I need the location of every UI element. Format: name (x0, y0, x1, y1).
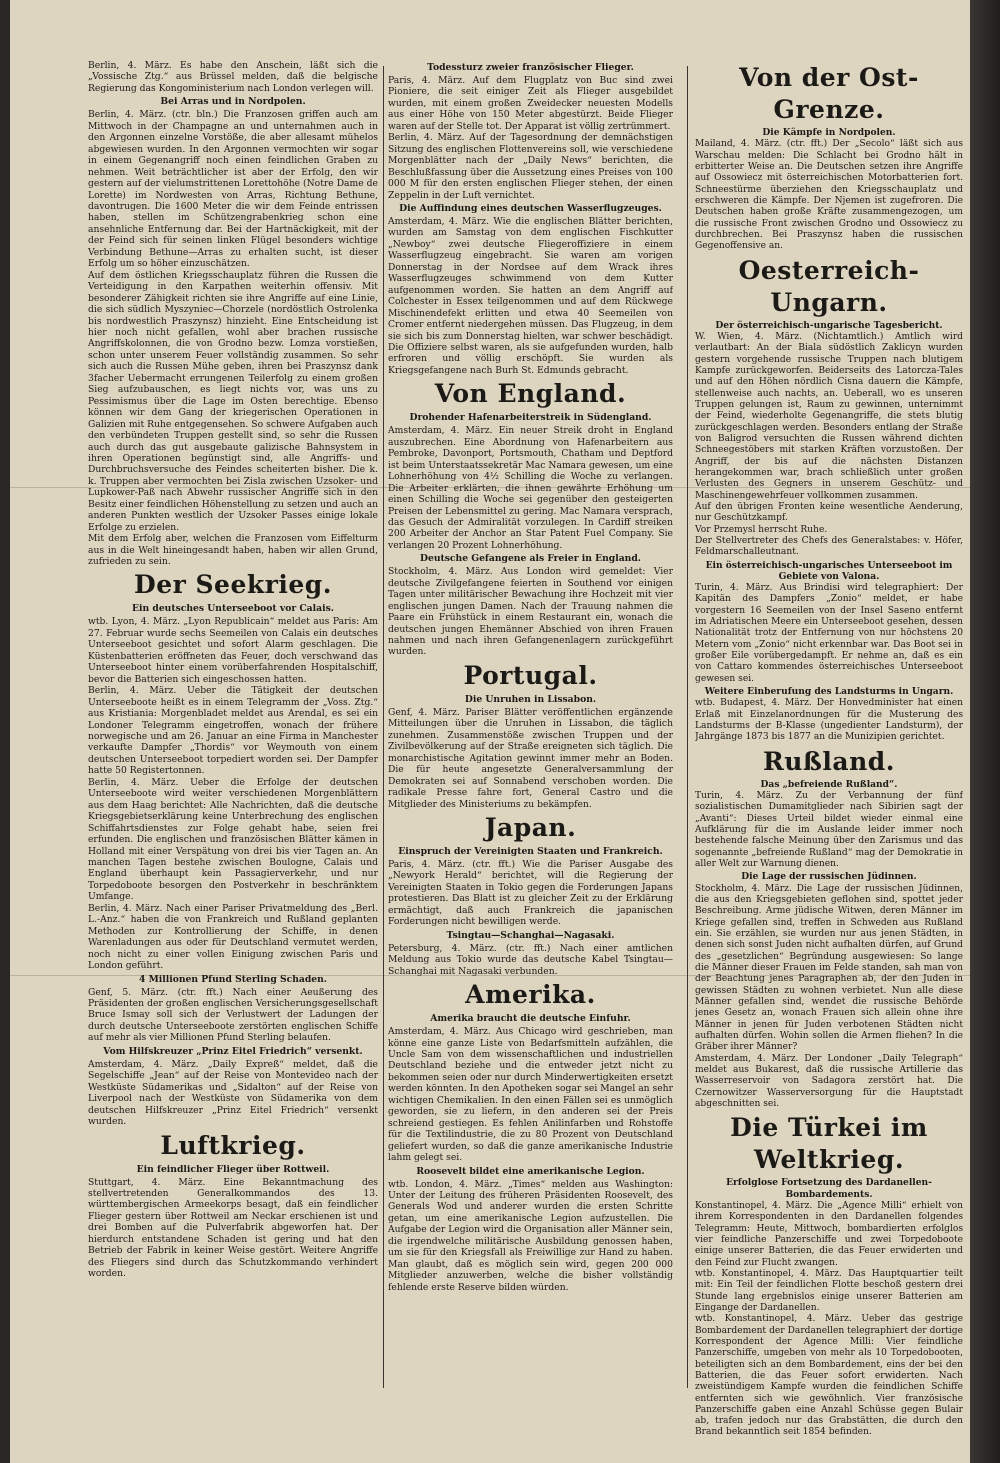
section-subheading: Erfolglose Fortsetzung des Dardanellen-Bombardements. (726, 1177, 932, 1200)
section-heading-portugal: Portugal. (463, 660, 598, 690)
article-paragraph: W. Wien, 4. März. (Nichtamtlich.) Amtlich wird verlautbart: An der Biala südöstlich Zaklicyn wurden gestern vorgehende russische Truppen nach blutigem Kampfe zurückgeworfen. Beiderseits des Latorcza-Tales und auf den Höhen nördlich Cisna dauern die Kämpfe, stellenweise auch nachts, an. Ueberall, wo es unseren Truppen gelungen ist, Raum zu gewinnen, unternimmt der Feind, wiederholte Gegenangriffe, die stets blutig zurückgeschlagen werden. Besonders entlang der Straße von Baligrod versuchten die Russen während dichten Schneegestöbers mit starken Kräften vorzustoßen. Der Angriff, der bis auf die nächsten Distanzen herangekommen war, brach schließlich unter großen Verlusten des Gegners in unserem Geschütz- und Maschinengewehrfeuer vollkommen zusammen. (695, 331, 963, 501)
section-subheading: Die Unruhen in Lissabon. (464, 693, 597, 705)
section-subheading: Einspruch der Vereinigten Staaten und Frankreich. (398, 846, 663, 858)
section-heading-luftkrieg: Luftkrieg. (160, 1130, 306, 1160)
article-paragraph: Mailand, 4. März. (ctr. fft.) Der „Secolo“ läßt sich aus Warschau melden: Die Schlacht bei Grodno hält in erbitterter Weise an. Die Deutschen setzen ihre Angriffe auf Ossowiecz mit österreichischen Motorbatterien fort. Schneestürme überziehen den Kriegsschauplatz und erschweren die Kämpfe. Der Njemen ist zugefroren. Die Deutschen haben große Kräfte zusammengezogen, um die russische Front zwischen Grodno und Ossowiecz zu durchbrechen. Bei Praszynsz haben die russischen Gegenoffensive an. (695, 139, 963, 252)
section-heading-amerika: Amerika. (465, 980, 596, 1010)
section-heading-japan: Japan. (484, 813, 577, 843)
section-subheading: Bei Arras und in Nordpolen. (160, 96, 306, 108)
section-subheading: Die Lage der russischen Jüdinnen. (741, 871, 917, 883)
article-paragraph: Genf, 5. März. (ctr. fft.) Nach einer Aeußerung des Präsidenten der großen englischen Versicherungsgesellschaft Bruce Ismay soll sich der Verlustwert der Ladungen der durch deutsche Unterseeboote zerstörten englischen Schiffe auf mehr als vier Millionen Pfund Sterling belaufen. (88, 986, 378, 1044)
section-subheading: Das „befreiende Rußland“. (760, 778, 898, 790)
article-paragraph: Vor Przemysl herrscht Ruhe. (695, 524, 828, 535)
article-paragraph: Stockholm, 4. März. Die Lage der russischen Jüdinnen, die aus den Kriegsgebieten geflohen sind, spottet jeder Beschreibung. Arme jüdische Witwen, deren Männer im Kriege gefallen sind, treffen in Schweden aus Rußland ein. Sie erzählen, sie wurden nur aus jenen Städten, in denen sich sonst Juden nicht aufhalten dürfen, auf Grund des „gesetzlichen“ Begründung ausgewiesen: So lange die Männer dieser Frauen im Felde standen, sah man von der Beachtung jenes Paragraphen ab, der den Juden in gewissen Städten zu wohnen verbietet. Nun alle diese Männer gefallen sind, wendet die russische Behörde jenes Gesetz an, wonach Frauen sich allein ohne ihre Männer in jenen für Juden verbotenen Städten nicht aufhalten dürfen. Wohin sollen die Armen fliehen? In die Gräber ihrer Männer? (695, 883, 963, 1053)
section-subheading: Vom Hilfskreuzer „Prinz Eitel Friedrich“ versenkt. (103, 1045, 363, 1057)
section-heading-russland: Rußland. (762, 746, 895, 776)
article-paragraph: Paris, 4. März. Auf dem Flugplatz von Buc sind zwei Pioniere, die seit einiger Zeit als Flieger ausgebildet wurden, mit einem großen Zweidecker neuesten Modells aus einer Höhe von 150 Meter abgestürzt. Beide Flieger waren auf der Stelle tot. Der Apparat ist völlig zertrümmert. (388, 75, 673, 132)
section-subheading: Ein österreichisch-ungarisches Unterseeboot im Gebiete von Valona. (705, 559, 953, 582)
article-paragraph: Turin, 4. März. Aus Brindisi wird telegraphiert: Der Kapitän des Dampfers „Zonio“ meldet, er habe vorgestern 16 Seemeilen von der Insel Saseno entfernt im Adriatischen Meere ein Unterseeboot gesehen, dessen Nationalität trotz der Entfernung von nur höchstens 20 Metern vom „Zonio“ nicht erkennbar war. Das Boot sei in großer Eile vorübergedampft. Er nehme an, daß es ein von Cattaro kommendes österreichisches Unterseeboot gewesen sei. (695, 583, 963, 684)
article-paragraph: Amsterdam, 4. März. „Daily Expreß“ meldet, daß die Segelschiffe „Jean“ auf der Reise von Montevideo nach der Westküste Südamerikas und „Sidalton“ auf der Reise von Liverpool nach der Westküste von Südamerika von dem deutschen Hilfskreuzer „Prinz Eitel Friedrich“ versenkt wurden. (88, 1058, 378, 1128)
section-subheading: Roosevelt bildet eine amerikanische Legion. (416, 1165, 645, 1177)
article-paragraph: Turin, 4. März. Zu der Verbannung der fünf sozialistischen Dumamitglieder nach Sibirien sagt der „Avanti“: Dieses Urteil bildet wieder einmal eine Aufklärung für die im Auslande leider immer noch bestehende falsche Meinung über den Zarismus und das sogenannte „befreiende Rußland“ mag der Demokratie in aller Welt zur Warnung dienen. (695, 791, 963, 870)
section-subheading: Deutsche Gefangene als Freier in England. (420, 553, 641, 565)
article-paragraph: Auf den übrigen Fronten keine wesentliche Aenderung, nur Geschützkampf. (695, 501, 963, 524)
section-subheading: Der österreichisch-ungarische Tagesbericht. (715, 319, 943, 331)
column-3 (695, 60, 963, 1450)
column-1 (88, 60, 378, 1450)
article-paragraph: Amsterdam, 4. März. Der Londoner „Daily Telegraph“ meldet aus Bukarest, daß die russische Artillerie das Wasserreservoir von Sadagora zerstört hat. Die Czernowitzer Wasserversorgung für die Hauptstadt abgeschnitten sei. (695, 1053, 963, 1109)
article-paragraph: Berlin, 4. März. Auf der Tagesordnung der demnächstigen Sitzung des englischen Flottenvereins soll, wie verschiedene Morgenblätter nach der „Daily News“ berichten, die Beschlußfassung über die Aussetzung eines Preises von 100 000 M für den ersten englischen Flieger stehen, der einen Zeppelin in der Luft vernichtet. (388, 132, 673, 201)
section-heading-ostgrenze: Von der Ost-Grenze. (739, 63, 919, 124)
page-edge-shadow (970, 0, 1000, 1463)
article-paragraph: Auf dem östlichen Kriegsschauplatz führen die Russen die Verteidigung in den Karpathen weiterhin offensiv. Mit besonderer Zähigkeit richten sie ihre Angriffe auf eine Linie, die sich südlich Myszyniec—Chorzele (nordöstlich Ostrolenka bis nordwestlich Praszynsz) hinzieht. Eine Entscheidung ist hier noch nicht gefallen, wohl aber brachen russische Angriffskolonnen, die von Grodno bezw. Lomza vorstießen, schon unter unserem Feuer vollständig zusammen. So sehr sich auch die Russen Mühe geben, ihren bei Praszynsz dank 3facher Uebermacht errungenen Teilerfolg zu einem großen Sieg aufzubauschen, es liegt nichts vor, was uns zu Pessimismus über die Lage im Osten berechtige. Ebenso können wir dem Gang der kriegerischen Operationen in Galizien mit Ruhe entgegensehen. So schwere Aufgaben auch den verbündeten Truppen gestellt sind, so sehr die Russen auch durch das gut ausgebaute galizische Bahnsystem in ihren Operationen begünstigt sind, alle Angriffs- und Durchbruchsversuche des Feindes scheiterten bisher. Die k. k. Truppen aber vermochten bei Zisla zwischen Uzsoker- und Lupkower-Paß nach Abwehr russischer Angriffe sich in den Besitz einer feindlichen Höhenstellung zu setzen und auch an anderen Punkten westlich der Uzsoker Passes einige lokale Erfolge zu erzielen. (88, 269, 378, 533)
column-rule (687, 66, 688, 1388)
section-heading-tuerkei: Die Türkei im Weltkrieg. (730, 1113, 928, 1175)
section-subheading: Todessturz zweier französischer Flieger. (427, 62, 634, 73)
article-paragraph: Der Stellvertreter des Chefs des Generalstabes: v. Höfer, Feldmarschalleutnant. (695, 535, 963, 558)
article-paragraph: Berlin, 4. März. Ueber die Erfolge der deutschen Unterseeboote wird weiter verschiedenen Morgenblättern aus dem Haag berichtet: Alle Nachrichten, daß die deutsche Kriegsgebietserklärung keine Unterbrechung des englischen Schiffahrtsdienstes zur Folge gehabt habe, seien frei erfunden. Die englischen und französischen Blätter kämen in Holland mit einer Verspätung von drei bis vier Tagen an. An manchen Tagen bestehe zwischen Boulogne, Calais und England überhaupt kein Passagierverkehr, und nur Torpedoboote besorgen den Postverkehr in beschränktem Umfange. (88, 776, 378, 903)
section-subheading: Drohender Hafenarbeiterstreik in Südengland. (409, 412, 652, 424)
column-2 (388, 60, 673, 1450)
article-paragraph: Amsterdam, 4. März. Ein neuer Streik droht in England auszubrechen. Eine Abordnung von Hafenarbeitern aus Pembroke, Davonport, Portsmouth, Chatham und Deptford ist beim Unterstaatssekretär Mac Namara gewesen, um eine Lohnerhöhung von 4½ Schilling die Woche zu verlangen. Die Arbeiter erklärten, die ihnen gewährte Erhöhung um einen Schilling die Woche sei gegenüber den gesteigerten Preisen der Lebensmittel zu gering. Mac Namara versprach, das Gesuch der Admiralität vorzulegen. In Cardiff streiken 200 Arbeiter der Anchor an Star Patent Fuel Company. Sie verlangen 20 Prozent Lohnerhöhung. (388, 425, 673, 551)
article-paragraph: Amsterdam, 4. März. Aus Chicago wird geschrieben, man könne eine ganze Liste von Bedarfsmitteln aufzählen, die Uncle Sam von dem wissenschaftlichen und industriellen Deutschland beziehe und die entweder jetzt nicht zu bekommen seien oder nur durch Minderwertigkeiten ersetzt werden könnten. In den Apotheken sogar sei Mangel an sehr wichtigen Chemikalien. In den einen Fällen sei es unmöglich geworden, sie zu liefern, in den anderen sei der Preis schreiend gestiegen. Es fehlen Anilinfarben und Rohstoffe für die Textilindustrie, die zu 80 Prozent von Deutschland geliefert wurden, so daß die ganze amerikanische Industrie lahm gelegt sei. (388, 1026, 673, 1164)
article-paragraph: Berlin, 4. März. Ueber die Tätigkeit der deutschen Unterseeboote heißt es in einem Telegramm der „Voss. Ztg.“ aus Kristiania: Morgenbladet meldet aus Arendal, es sei ein Londoner Telegramm eingetroffen, wonach der frühere norwegische und am 26. Januar an eine Firma in Manchester verkaufte Dampfer „Thordis“ vor Weymouth von einem deutschen Unterseeboot torpediert worden sei. Der Dampfer hatte 50 Registertonnen. (88, 685, 378, 777)
article-paragraph: Berlin, 4. März. (ctr. bln.) Die Franzosen griffen auch am Mittwoch in der Champagne an und unternahmen auch in den Argonnen einzelne Vorstöße, die aber allesamt mühelos abgewiesen wurden. In den Argonnen vermochten wir sogar in einem Gegenangriff noch einen feindlichen Graben zu nehmen. Weit beträchtlicher ist aber der Erfolg, den wir gestern auf der vielumstrittenen Lorettohöhe (Notre Dame de Lorette) im Nordwesten von Arras, Richtung Bethune, davontrugen. Die 1600 Meter die wir dem Feinde entrissen haben, stellen im Schützengrabenkrieg schon eine ansehnliche Entfernung dar. Bei der Hartnäckigkeit, mit der der Feind sich für seinen linken Flügel besonders wichtige Verbindung Bethune—Arras zu erhalten sucht, ist dieser Erfolg um so höher einzuschätzen. (88, 109, 378, 270)
article-paragraph: Berlin, 4. März. Es habe den Anschein, läßt sich die „Vossische Ztg.“ aus Brüssel melden, daß die belgische Regierung das Kongoministerium nach London verlegen will. (88, 60, 378, 94)
article-paragraph: wtb. London, 4. März. „Times“ melden aus Washington: Unter der Leitung des früheren Präsidenten Roosevelt, des Generals Wod und anderer wurden die ersten Schritte getan, um eine amerikanische Legion aufzustellen. Die Aufgabe der Legion wird die Organisation aller Männer sein, die irgendwelche militärische Ausbildung genossen haben, um sie für den Kriegsfall als Freiwillige zur Hand zu haben. Man glaubt, daß es möglich sein wird, gegen 200 000 Mitglieder anzuwerben, welche die bisher vollständig fehlende erste Reserve bilden würden. (388, 1178, 673, 1293)
section-subheading: Weitere Einberufung des Landsturms in Ungarn. (704, 686, 954, 698)
article-paragraph: Petersburg, 4. März. (ctr. fft.) Nach einer amtlichen Meldung aus Tokio wurde das deutsche Kabel Tsingtau—Schanghai mit Nagasaki verbunden. (388, 942, 673, 977)
article-paragraph: Paris, 4. März. (ctr. fft.) Wie die Pariser Ausgabe des „Newyork Herald“ berichtet, will die Regierung der Vereinigten Staaten in Tokio gegen die Forderungen Japans protestieren. Das Blatt ist zu gleicher Zeit zu der Erklärung ermächtigt, daß auch Frankreich die japanischen Forderungen nicht bewilligen werde. (388, 859, 673, 928)
article-paragraph: Konstantinopel, 4. März. Die „Agence Milli“ erhielt von ihrem Korrespondenten in den Dardanellen folgendes Telegramm: Heute, Mittwoch, bombardierten erfolglos vier feindliche Panzerschiffe und zwei Torpedoboote einige unserer Batterien, die das Feuer erwiderten und den Feind zur Flucht zwangen. (695, 1200, 963, 1268)
section-subheading: Tsingtau—Schanghai—Nagasaki. (446, 929, 615, 941)
section-heading-oesterreich: Oesterreich-Ungarn. (738, 255, 920, 317)
section-subheading: Die Kämpfe in Nordpolen. (762, 127, 896, 138)
article-paragraph: wtb. Budapest, 4. März. Der Honvedminister hat einen Erlaß mit Einzelanordnungen für die Musterung des Landsturms der B-Klasse (ungedienter Landsturm), der Jahrgänge 1873 bis 1877 an die Munizipien gerichtet. (695, 698, 963, 743)
section-heading-england: Von England. (434, 379, 627, 409)
section-subheading: Ein feindlicher Flieger über Rottweil. (136, 1163, 330, 1175)
section-subheading: 4 Millionen Pfund Sterling Schaden. (139, 973, 327, 985)
section-subheading: Die Auffindung eines deutschen Wasserflugzeuges. (399, 202, 662, 214)
article-paragraph: Stockholm, 4. März. Aus London wird gemeldet: Vier deutsche Zivilgefangene feierten in Southend vor einigen Tagen unter militärischer Bewachung ihre Hochzeit mit vier englischen jungen Damen. Nach der Trauung nahmen die Paare ein Frühstück in einem Restaurant ein, wonach die deutschen jungen Ehemänner Abschied von ihren Frauen nahmen und nach ihren Gefangenenlagern zurückgeführt wurden. (388, 566, 673, 658)
article-paragraph: Berlin, 4. März. Nach einer Pariser Privatmeldung des „Berl. L.-Anz.“ haben die von Frankreich und Rußland geplanten Methoden zur Kontrollierung der Schiffe, in denen Warenladungen aus oder für Deutschland vermutet werden, noch nicht zu einer vollen Einigung zwischen Paris und London geführt. (88, 902, 378, 972)
article-paragraph: wtb. Lyon, 4. März. „Lyon Republicain“ meldet aus Paris: Am 27. Februar wurde sechs Seemeilen von Calais ein deutsches Unterseeboot gesichtet und sofort Alarm geschlagen. Die Küstenbatterien eröffneten das Feuer, doch verschwand das Unterseeboot hinter einem vorüberfahrenden Hospitalschiff, bevor die Batterien sich eingeschossen hatten. (88, 616, 378, 685)
section-subheading: Amerika braucht die deutsche Einfuhr. (430, 1013, 631, 1025)
article-paragraph: wtb. Konstantinopel, 4. März. Ueber das gestrige Bombardement der Dardanellen telegraphiert der dortige Korrespondent der Agence Milli: Vier feindliche Panzerschiffe, umgeben von mehr als 10 Torpedobooten, beteiligten sich an dem Bombardement, eins der bei den Batterien, die das Feuer sofort erwiderten. Nach zweistündigem Kampfe wurden die feindlichen Schiffe entfernten sich wie gewöhnlich. Vier französische Panzerschiffe gaben eine Anzahl Schüsse gegen Bulair ab, trafen jedoch nur das Grabstätten, die durch den Brand bekanntlich seit 1854 befinden. (695, 1314, 963, 1438)
column-rule (383, 66, 384, 1388)
section-heading-seekrieg: Der Seekrieg. (134, 570, 332, 600)
article-paragraph: Amsterdam, 4. März. Wie die englischen Blätter berichten, wurden am Samstag von dem englischen Fischkutter „Newboy“ zwei deutsche Fliegeroffiziere in einem Wasserflugzeug eingebracht. Sie waren am vorigen Donnerstag in der Nordsee auf dem Wrack ihres Wasserflugzeuges schwimmend von dem Kutter aufgenommen worden. Sie hatten an dem Angriff auf Colchester in Essex teilgenommen und auf dem Rückwege Mischinendefekt erlitten und etwa 40 Seemeilen von Cromer entfernt niedergehen müssen. Das Flugzeug, in dem sie sich bis zum Donnerstag hielten, war schwer beschädigt. Die Offiziere selbst waren, als sie aufgefunden wurden, halb erfroren und völlig erschöpft. Sie wurden als Kriegsgefangene nach Burh St. Edmunds gebracht. (388, 215, 673, 376)
article-paragraph: Genf, 4. März. Pariser Blätter veröffentlichen ergänzende Mitteilungen über die Unruhen in Lissabon, die täglich zunehmen. Zusammenstöße zwischen Truppen und der Zivilbevölkerung auf der Straße ereigneten sich täglich. Die monarchistische Agitation gewinnt immer mehr an Boden. Die für heute angesetzte Generalversammlung der Demokraten sei auf Sonnabend verschoben worden. Die radikale Presse fahre fort, General Castro und die Mitglieder des Ministeriums zu bekämpfen. (388, 706, 673, 810)
article-paragraph: Stuttgart, 4. März. Eine Bekanntmachung des stellvertretenden Generalkommandos des 13. württembergischen Armeekorps besagt, daß ein feindlicher Flieger gestern über Rottweil am Neckar erschienen ist und drei Bomben auf die Pulverfabrik abgeworfen hat. Der hierdurch entstandene Schaden ist gering und hat den Betrieb der Fabrik in keiner Weise gestört. Weitere Angriffe des Fliegers sind durch das Schutzkommando verhindert worden. (88, 1176, 378, 1280)
article-paragraph: wtb. Konstantinopel, 4. März. Das Hauptquartier teilt mit: Ein Teil der feindlichen Flotte beschoß gestern drei Stunde lang ergebnislos einige unserer Batterien am Eingange der Dardanellen. (695, 1268, 963, 1313)
article-paragraph: Mit dem Erfolg aber, welchen die Franzosen vom Eiffelturm aus in die Welt hineingesandt haben, haben wir allen Grund, zufrieden zu sein. (88, 533, 378, 568)
section-subheading: Ein deutsches Unterseeboot vor Calais. (132, 603, 334, 615)
